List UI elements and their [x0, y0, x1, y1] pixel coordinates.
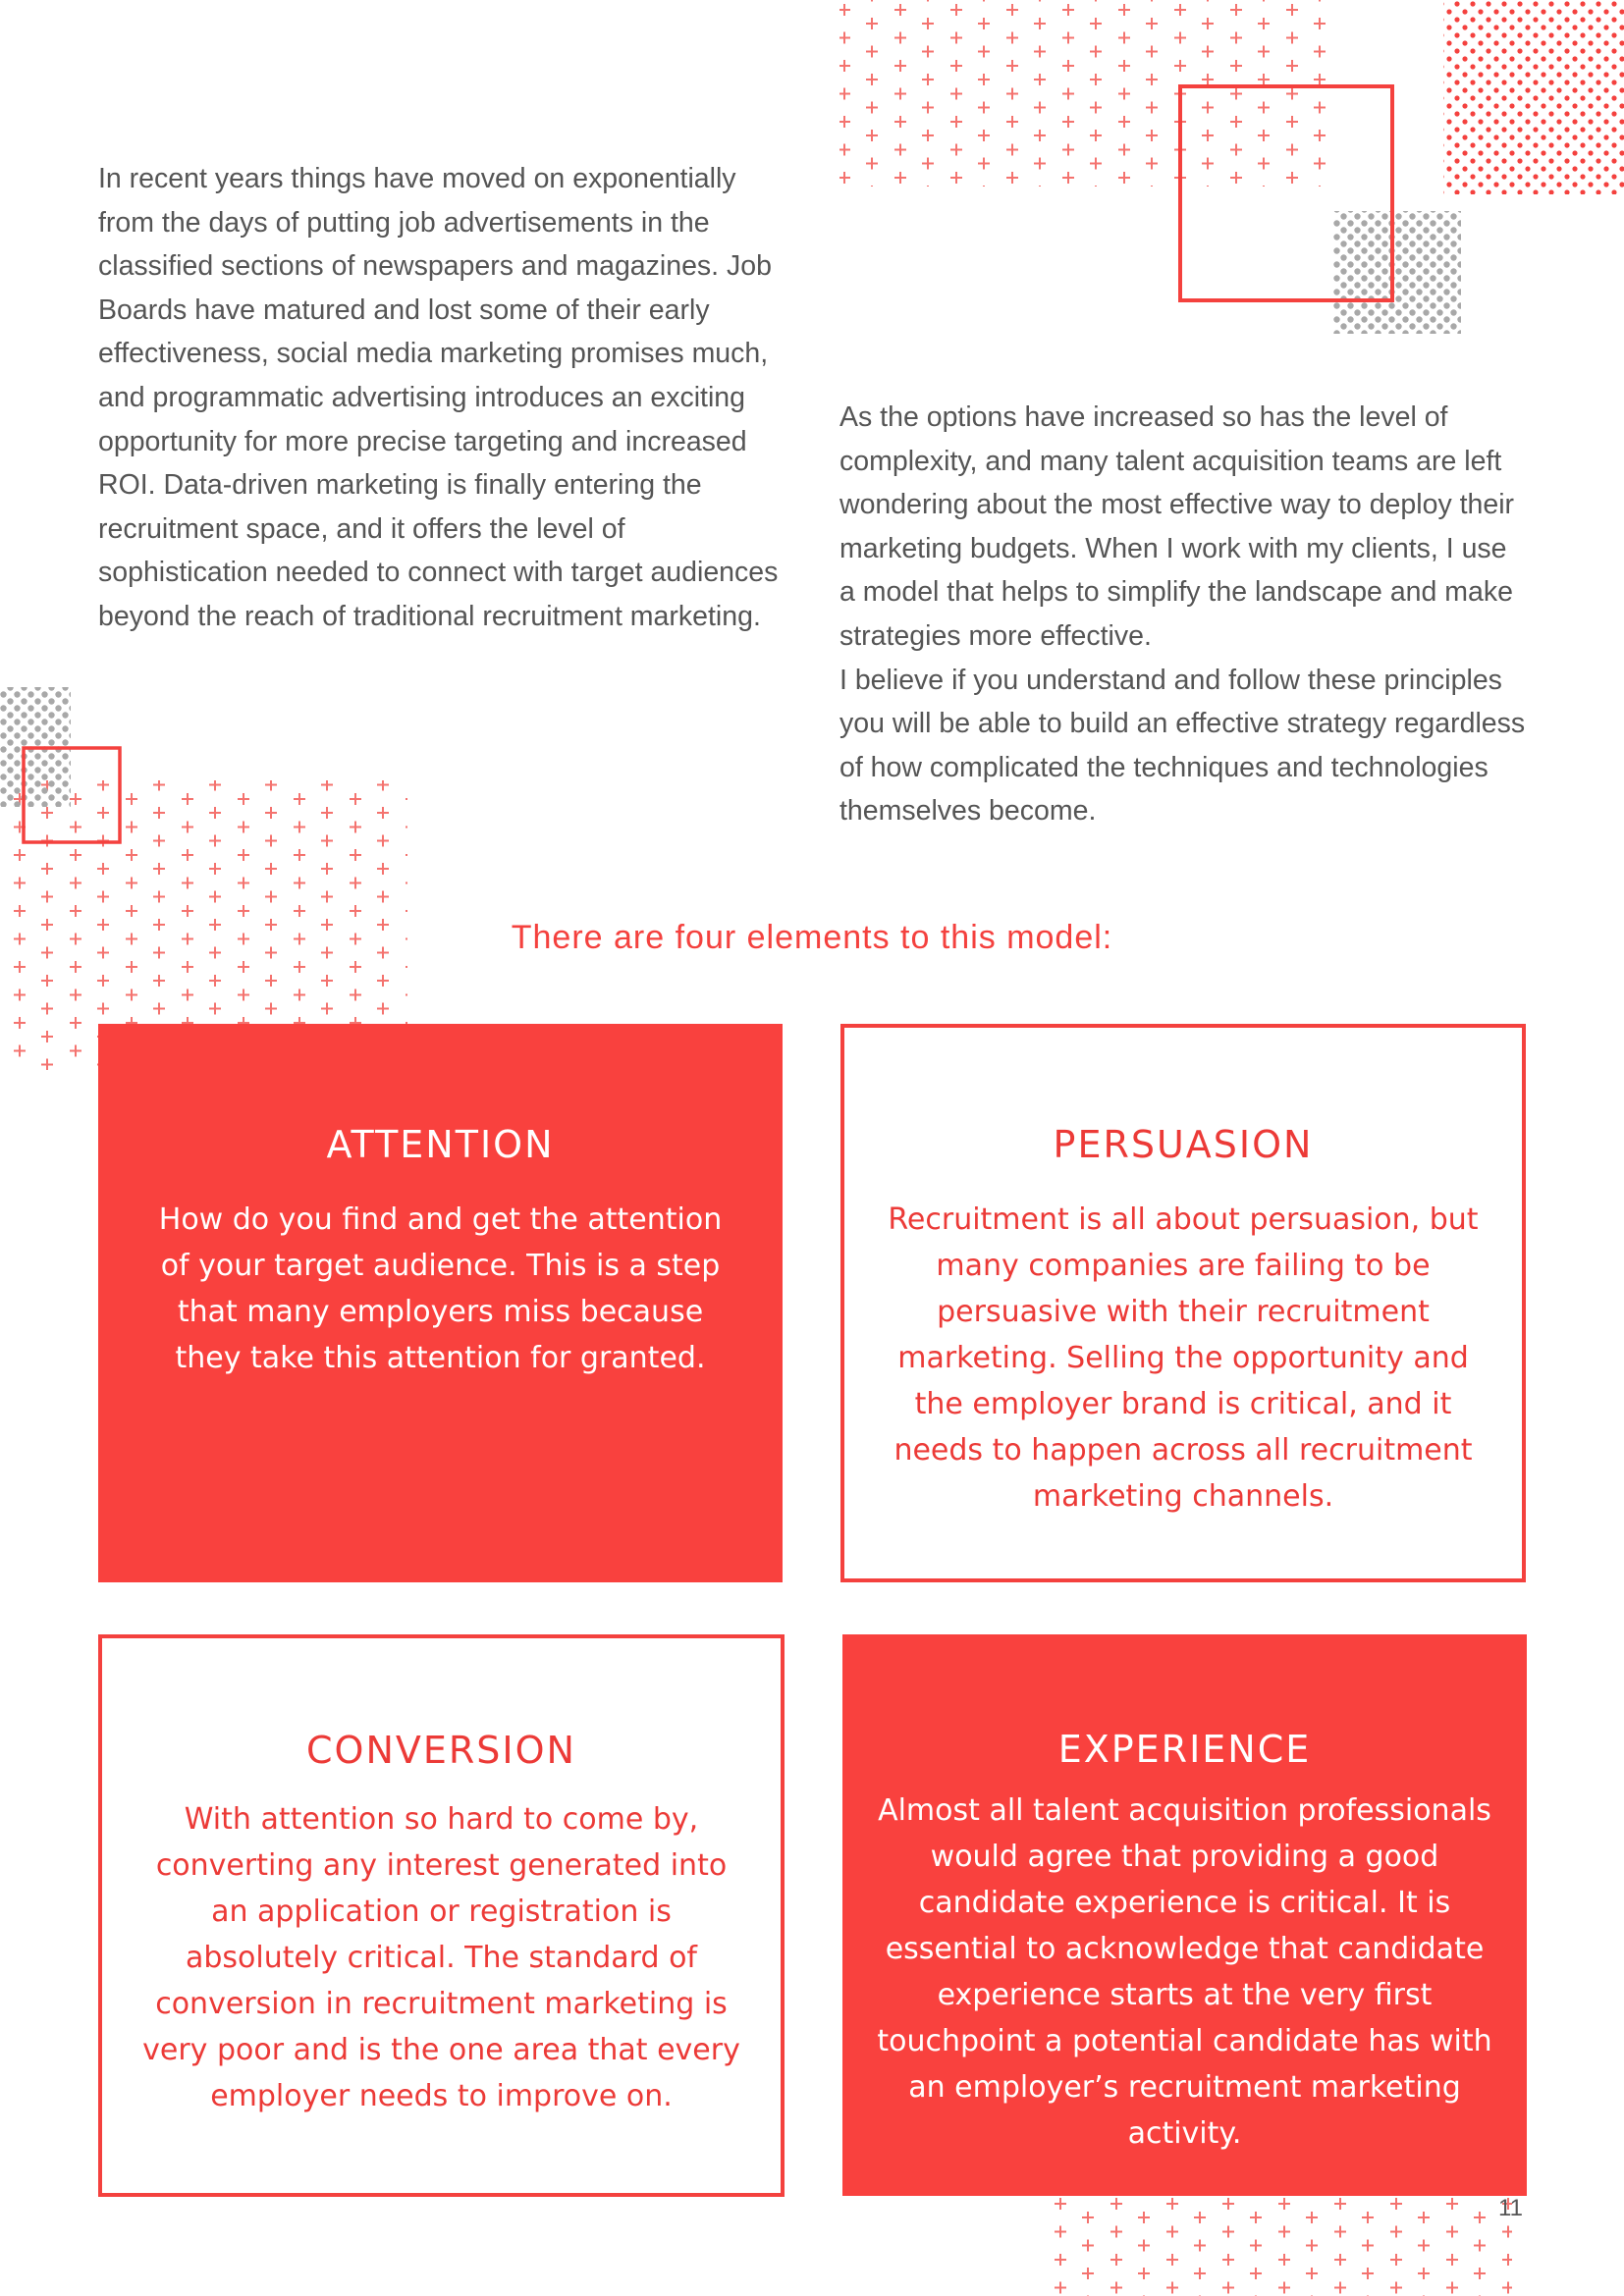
element-description-conversion: With attention so hard to come by, converting any interest generated into an application or registration is absolutely critical. The standard of conversion in recruitment marketing is very poor and is the one area that every employer needs to improve on.	[142, 1802, 740, 2113]
element-description-persuasion: Recruitment is all about persuasion, but many companies are failing to be persuasive with their recruitment marketing. Selling the opportunity and the employer brand is critical, and it needs to happen across all recruitment marketing channels.	[888, 1202, 1479, 1514]
intro-paragraph-left: In recent years things have moved on exponentially from the days of putting job advertisements in the classified sections of newspapers and magazines. Job Boards have matured and lost some of their early effectiveness, social media marketing promises much, and programmatic advertising introduces an exciting opportunity for more precise targeting and increased ROI. Data-driven marketing is finally entering the recruitment space, and it offers the level of sophistication needed to connect with target audiences beyond the reach of traditional recruitment marketing.	[98, 163, 779, 632]
intro-paragraph-right-1: As the options have increased so has the level of complexity, and many talent acquisition teams are left wondering about the most effective way to deploy their marketing budgets. When I work with my clients, I use a model that helps to simplify the landscape and make strategies more effective.	[839, 401, 1515, 652]
model-heading: There are four elements to this model:	[511, 919, 1113, 956]
intro-column-right	[839, 396, 1527, 833]
decorative-pattern-bottom	[1041, 2194, 1512, 2296]
intro-paragraph-right-2: I believe if you understand and follow these principles you will be able to build an effective strategy regardless of how complicated the techniques and technologies themselves become.	[839, 664, 1526, 828]
element-description-experience: Almost all talent acquisition professionals would agree that providing a good candidate experience is critical. It is essential to acknowledge that candidate experience starts at the very first touchpoint a potential candidate has with an employer’s recruitment marketing activity.	[877, 1793, 1492, 2151]
element-title-attention: ATTENTION	[326, 1123, 555, 1166]
decorative-pattern-top	[825, 0, 1624, 353]
decorative-pattern-left	[0, 677, 412, 1070]
element-description-attention: How do you find and get the attention of your target audience. This is a step that many employers miss because they take this attention for granted.	[158, 1202, 723, 1375]
element-title-conversion: CONVERSION	[306, 1729, 576, 1772]
element-card-persuasion	[840, 1024, 1526, 1582]
element-title-persuasion: PERSUASION	[1053, 1123, 1314, 1166]
page-number: 11	[1498, 2195, 1523, 2221]
element-card-experience	[842, 1634, 1527, 2196]
element-card-conversion	[98, 1634, 785, 2197]
element-card-attention	[98, 1024, 783, 1582]
element-title-experience: EXPERIENCE	[1057, 1728, 1312, 1771]
